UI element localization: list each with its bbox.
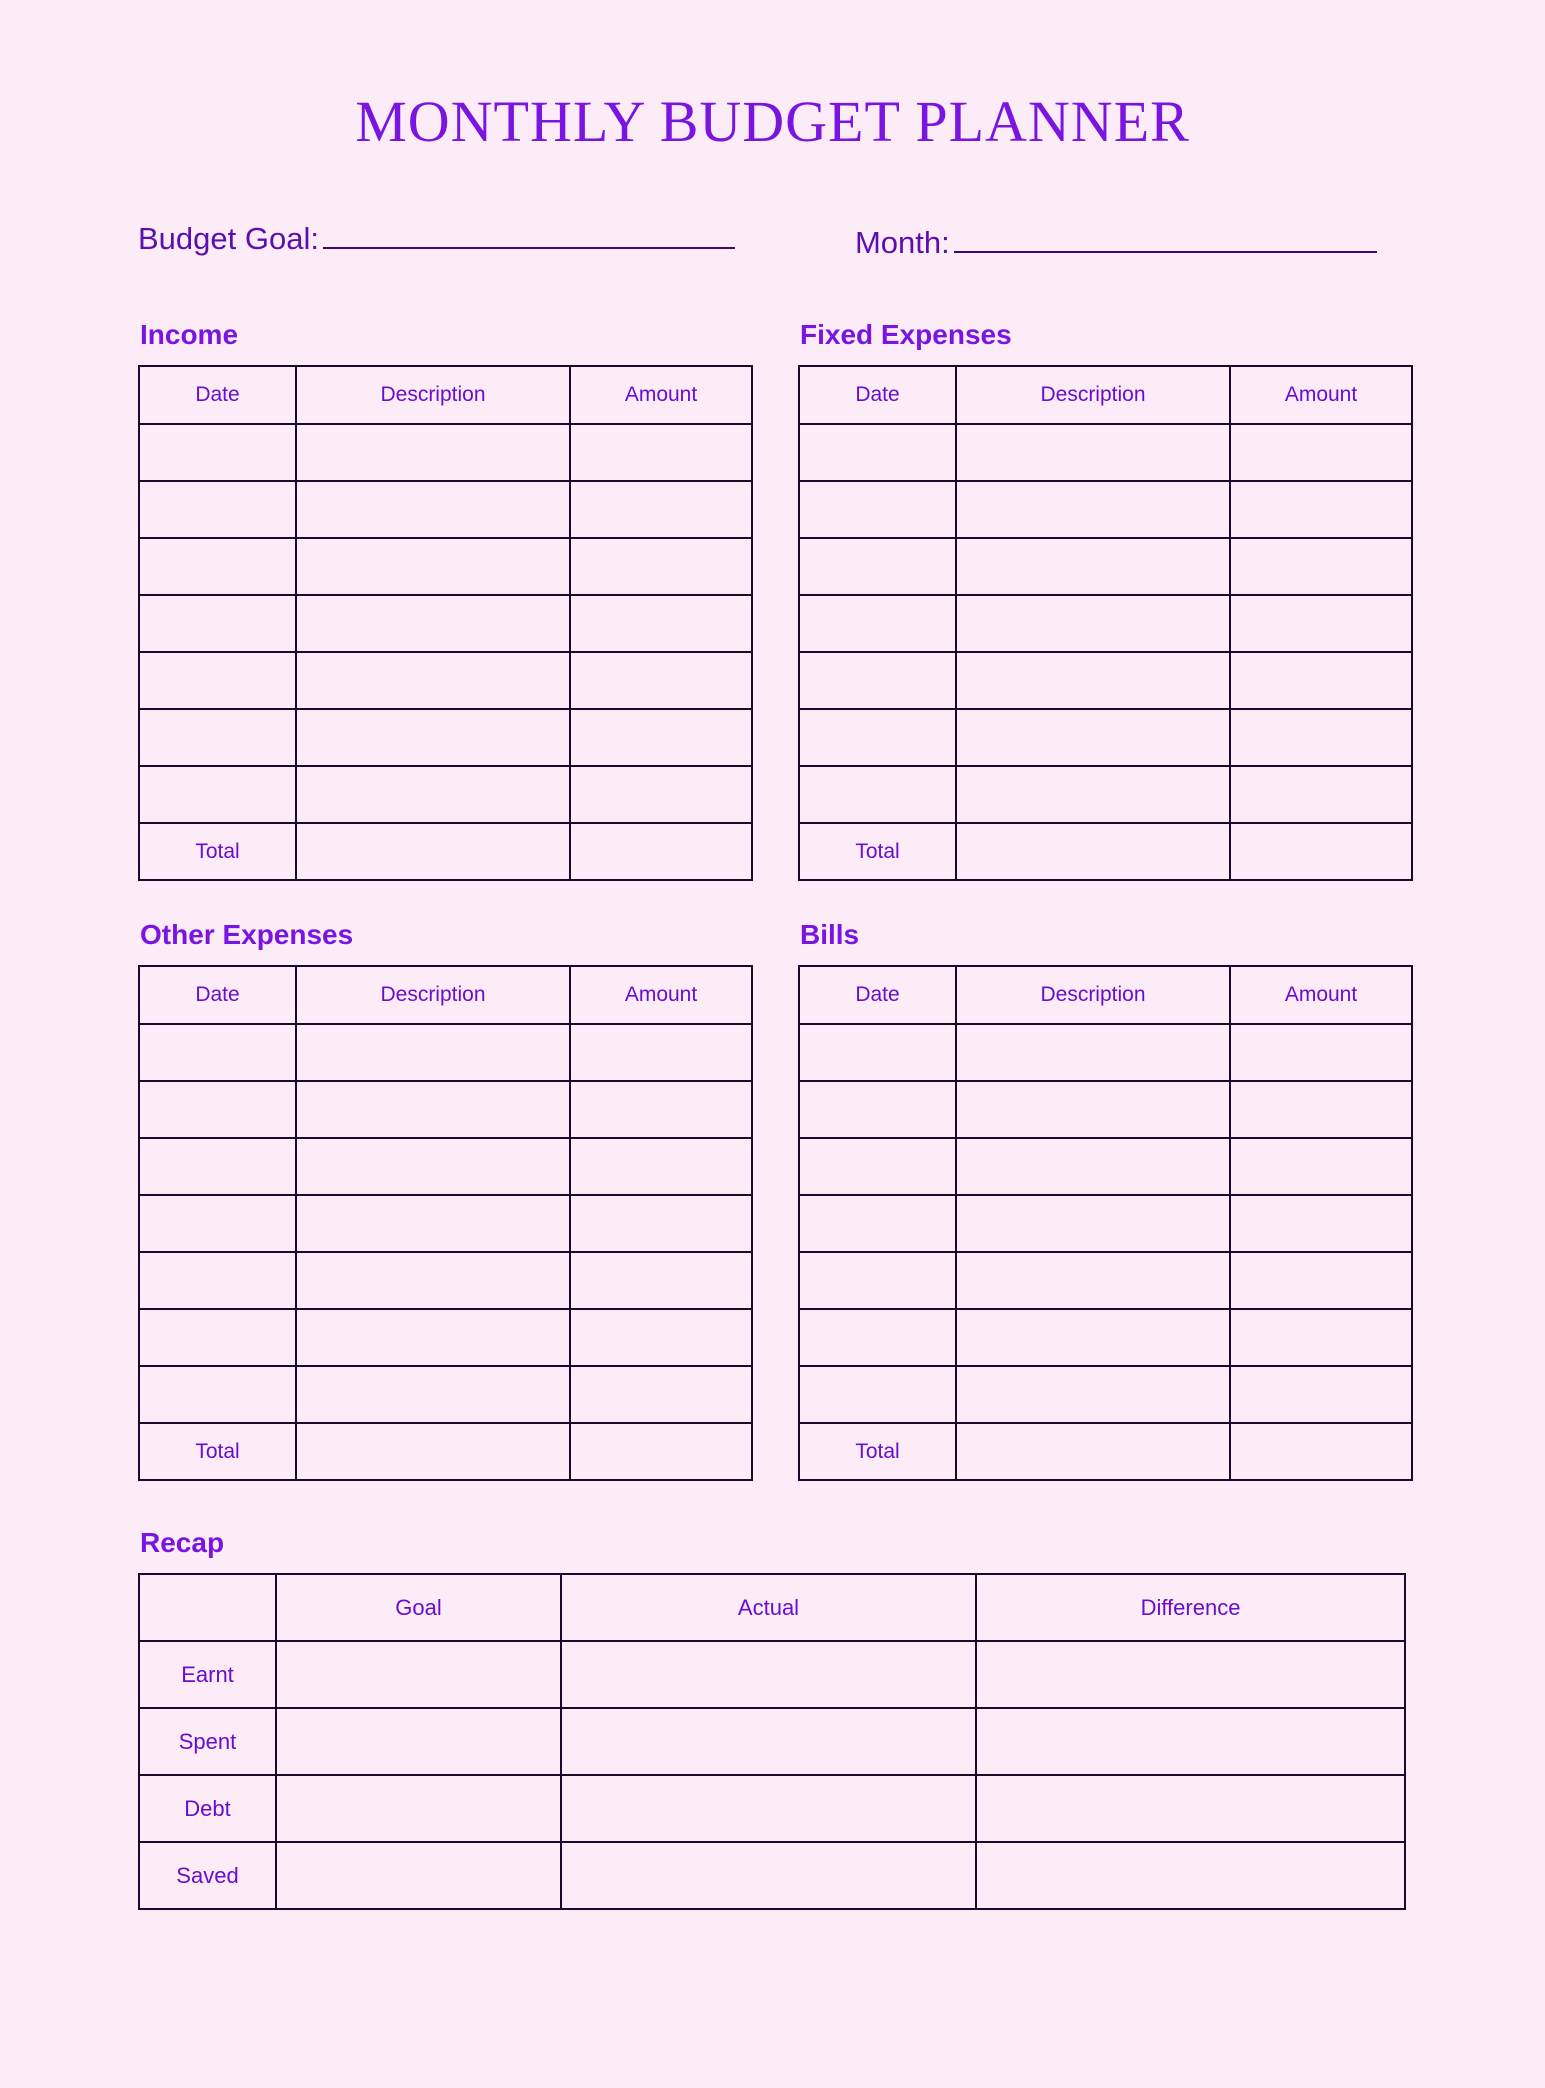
cell-date[interactable] <box>139 424 296 481</box>
table-row[interactable] <box>139 1775 1405 1842</box>
budget-goal-label: Budget Goal: <box>138 221 319 256</box>
bills-section-title: Bills <box>800 919 860 950</box>
income-table[interactable] <box>138 365 753 881</box>
cell-amount[interactable] <box>1230 481 1412 538</box>
cell-description[interactable] <box>956 595 1230 652</box>
table-row[interactable] <box>799 1024 1412 1081</box>
row-label-saved: Saved <box>139 1842 276 1909</box>
cell-description[interactable] <box>296 766 570 823</box>
total-label: Total <box>799 1423 956 1480</box>
table-header-row <box>799 966 1412 1024</box>
cell-description[interactable] <box>296 1138 570 1195</box>
cell-description[interactable] <box>296 1309 570 1366</box>
cell-amount[interactable] <box>570 1195 752 1252</box>
table-total-row[interactable] <box>139 1423 752 1480</box>
column-header-date: Date <box>139 366 296 424</box>
column-header-amount: Amount <box>570 966 752 1024</box>
total-label: Total <box>139 1423 296 1480</box>
cell-amount[interactable] <box>1230 652 1412 709</box>
month-input[interactable] <box>954 221 1377 253</box>
table-header-row <box>139 966 752 1024</box>
cell-actual[interactable] <box>561 1842 976 1909</box>
table-row[interactable] <box>799 652 1412 709</box>
recap-section <box>138 1527 1407 1910</box>
total-description[interactable] <box>956 1423 1230 1480</box>
month-label: Month: <box>854 225 950 260</box>
total-description[interactable] <box>956 823 1230 880</box>
table-header-row <box>139 366 752 424</box>
table-total-row[interactable] <box>799 1423 1412 1480</box>
cell-description[interactable] <box>296 595 570 652</box>
cell-description[interactable] <box>956 709 1230 766</box>
table-row[interactable] <box>139 1195 752 1252</box>
table-total-row[interactable] <box>139 823 752 880</box>
cell-amount[interactable] <box>1230 1252 1412 1309</box>
table-total-row[interactable] <box>799 823 1412 880</box>
cell-amount[interactable] <box>1230 1138 1412 1195</box>
cell-date[interactable] <box>799 652 956 709</box>
column-header-date: Date <box>139 966 296 1024</box>
cell-description[interactable] <box>956 1024 1230 1081</box>
column-header-amount: Amount <box>570 366 752 424</box>
column-header-blank <box>139 1574 276 1641</box>
cell-actual[interactable] <box>561 1775 976 1842</box>
cell-amount[interactable] <box>1230 595 1412 652</box>
cell-amount[interactable] <box>1230 1309 1412 1366</box>
cell-goal[interactable] <box>276 1708 561 1775</box>
cell-difference[interactable] <box>976 1775 1405 1842</box>
table-row[interactable] <box>799 481 1412 538</box>
cell-amount[interactable] <box>570 766 752 823</box>
table-row[interactable] <box>139 1309 752 1366</box>
cell-amount[interactable] <box>570 481 752 538</box>
table-row[interactable] <box>799 1252 1412 1309</box>
cell-amount[interactable] <box>1230 1024 1412 1081</box>
total-amount[interactable] <box>570 1423 752 1480</box>
page-title: MONTHLY BUDGET PLANNER <box>355 89 1190 154</box>
cell-amount[interactable] <box>570 1366 752 1423</box>
cell-difference[interactable] <box>976 1641 1405 1708</box>
cell-amount[interactable] <box>1230 1081 1412 1138</box>
cell-description[interactable] <box>956 1081 1230 1138</box>
cell-description[interactable] <box>956 766 1230 823</box>
row-label-earnt: Earnt <box>139 1641 276 1708</box>
cell-description[interactable] <box>296 1024 570 1081</box>
cell-description[interactable] <box>296 1195 570 1252</box>
cell-date[interactable] <box>799 1138 956 1195</box>
cell-description[interactable] <box>956 1195 1230 1252</box>
other-expenses-table[interactable] <box>138 965 753 1481</box>
column-header-difference: Difference <box>976 1574 1405 1641</box>
cell-date[interactable] <box>139 1366 296 1423</box>
table-row[interactable] <box>799 709 1412 766</box>
table-row[interactable] <box>799 1366 1412 1423</box>
table-row[interactable] <box>799 595 1412 652</box>
month-field[interactable] <box>855 221 1377 261</box>
table-row[interactable] <box>139 1252 752 1309</box>
table-row[interactable] <box>799 1309 1412 1366</box>
column-header-date: Date <box>799 366 956 424</box>
cell-description[interactable] <box>956 1309 1230 1366</box>
table-row[interactable] <box>799 538 1412 595</box>
cell-date[interactable] <box>799 1252 956 1309</box>
cell-actual[interactable] <box>561 1708 976 1775</box>
total-label: Total <box>799 823 956 880</box>
column-header-description: Description <box>296 966 570 1024</box>
table-row[interactable] <box>139 538 752 595</box>
cell-date[interactable] <box>799 709 956 766</box>
cell-description[interactable] <box>296 652 570 709</box>
right-column <box>798 319 1405 1481</box>
column-header-amount: Amount <box>1230 966 1412 1024</box>
cell-goal[interactable] <box>276 1775 561 1842</box>
cell-date[interactable] <box>139 538 296 595</box>
cell-amount[interactable] <box>1230 766 1412 823</box>
table-row[interactable] <box>139 1708 1405 1775</box>
cell-date[interactable] <box>139 1195 296 1252</box>
cell-difference[interactable] <box>976 1708 1405 1775</box>
recap-table[interactable] <box>138 1573 1406 1910</box>
total-amount[interactable] <box>1230 1423 1412 1480</box>
cell-date[interactable] <box>799 1366 956 1423</box>
cell-amount[interactable] <box>570 1309 752 1366</box>
income-section-title: Income <box>140 319 239 350</box>
cell-date[interactable] <box>139 652 296 709</box>
cell-date[interactable] <box>139 766 296 823</box>
table-row[interactable] <box>139 1081 752 1138</box>
cell-description[interactable] <box>956 481 1230 538</box>
cell-date[interactable] <box>799 424 956 481</box>
cell-description[interactable] <box>956 1138 1230 1195</box>
cell-description[interactable] <box>296 481 570 538</box>
cell-date[interactable] <box>799 1309 956 1366</box>
table-row[interactable] <box>799 424 1412 481</box>
bills-table[interactable] <box>798 965 1413 1481</box>
cell-amount[interactable] <box>1230 1366 1412 1423</box>
cell-description[interactable] <box>956 652 1230 709</box>
table-row[interactable] <box>799 766 1412 823</box>
cell-date[interactable] <box>799 1081 956 1138</box>
cell-amount[interactable] <box>570 538 752 595</box>
cell-description[interactable] <box>956 538 1230 595</box>
column-header-amount: Amount <box>1230 366 1412 424</box>
cell-date[interactable] <box>799 538 956 595</box>
table-row[interactable] <box>139 1138 752 1195</box>
column-header-description: Description <box>296 366 570 424</box>
cell-date[interactable] <box>139 481 296 538</box>
cell-amount[interactable] <box>570 595 752 652</box>
cell-date[interactable] <box>799 1024 956 1081</box>
budget-planner-page <box>0 88 1545 2088</box>
left-column <box>138 319 745 1481</box>
cell-amount[interactable] <box>570 1024 752 1081</box>
cell-description[interactable] <box>956 424 1230 481</box>
cell-amount[interactable] <box>570 1252 752 1309</box>
cell-amount[interactable] <box>570 709 752 766</box>
table-row[interactable] <box>799 1195 1412 1252</box>
column-header-actual: Actual <box>561 1574 976 1641</box>
cell-description[interactable] <box>296 424 570 481</box>
table-row[interactable] <box>139 424 752 481</box>
column-header-date: Date <box>799 966 956 1024</box>
fixed-expenses-table[interactable] <box>798 365 1413 881</box>
cell-date[interactable] <box>139 709 296 766</box>
total-label: Total <box>139 823 296 880</box>
row-label-spent: Spent <box>139 1708 276 1775</box>
other-expenses-section-title: Other Expenses <box>140 919 354 950</box>
budget-goal-input[interactable] <box>323 217 735 249</box>
total-description[interactable] <box>296 1423 570 1480</box>
cell-description[interactable] <box>296 1081 570 1138</box>
tables-columns <box>138 319 1407 1481</box>
cell-date[interactable] <box>799 1195 956 1252</box>
cell-amount[interactable] <box>570 1081 752 1138</box>
cell-date[interactable] <box>799 595 956 652</box>
header-fields <box>138 217 1407 260</box>
table-header-row <box>799 366 1412 424</box>
cell-goal[interactable] <box>276 1641 561 1708</box>
cell-amount[interactable] <box>1230 538 1412 595</box>
total-description[interactable] <box>296 823 570 880</box>
total-amount[interactable] <box>1230 823 1412 880</box>
cell-date[interactable] <box>799 766 956 823</box>
table-row[interactable] <box>139 1641 1405 1708</box>
cell-description[interactable] <box>956 1366 1230 1423</box>
total-amount[interactable] <box>570 823 752 880</box>
table-header-row <box>139 1574 1405 1641</box>
cell-amount[interactable] <box>570 652 752 709</box>
cell-amount[interactable] <box>1230 424 1412 481</box>
cell-description[interactable] <box>296 709 570 766</box>
cell-amount[interactable] <box>570 424 752 481</box>
cell-date[interactable] <box>139 1081 296 1138</box>
table-row[interactable] <box>799 1138 1412 1195</box>
table-row[interactable] <box>139 652 752 709</box>
cell-description[interactable] <box>296 1252 570 1309</box>
table-row[interactable] <box>139 1366 752 1423</box>
row-label-debt: Debt <box>139 1775 276 1842</box>
cell-date[interactable] <box>799 481 956 538</box>
cell-amount[interactable] <box>1230 1195 1412 1252</box>
cell-date[interactable] <box>139 1138 296 1195</box>
cell-date[interactable] <box>139 1024 296 1081</box>
cell-description[interactable] <box>296 538 570 595</box>
table-row[interactable] <box>139 709 752 766</box>
fixed-expenses-section-title: Fixed Expenses <box>800 319 1012 350</box>
cell-difference[interactable] <box>976 1842 1405 1909</box>
column-header-description: Description <box>956 966 1230 1024</box>
cell-description[interactable] <box>296 1366 570 1423</box>
cell-date[interactable] <box>139 595 296 652</box>
cell-amount[interactable] <box>1230 709 1412 766</box>
cell-actual[interactable] <box>561 1641 976 1708</box>
table-row[interactable] <box>139 481 752 538</box>
cell-date[interactable] <box>139 1252 296 1309</box>
budget-goal-field[interactable] <box>138 217 735 257</box>
column-header-goal: Goal <box>276 1574 561 1641</box>
table-row[interactable] <box>139 1842 1405 1909</box>
cell-amount[interactable] <box>570 1138 752 1195</box>
table-row[interactable] <box>139 766 752 823</box>
table-row[interactable] <box>139 595 752 652</box>
column-header-description: Description <box>956 366 1230 424</box>
cell-date[interactable] <box>139 1309 296 1366</box>
table-row[interactable] <box>139 1024 752 1081</box>
recap-section-title: Recap <box>140 1527 225 1558</box>
table-row[interactable] <box>799 1081 1412 1138</box>
cell-description[interactable] <box>956 1252 1230 1309</box>
cell-goal[interactable] <box>276 1842 561 1909</box>
